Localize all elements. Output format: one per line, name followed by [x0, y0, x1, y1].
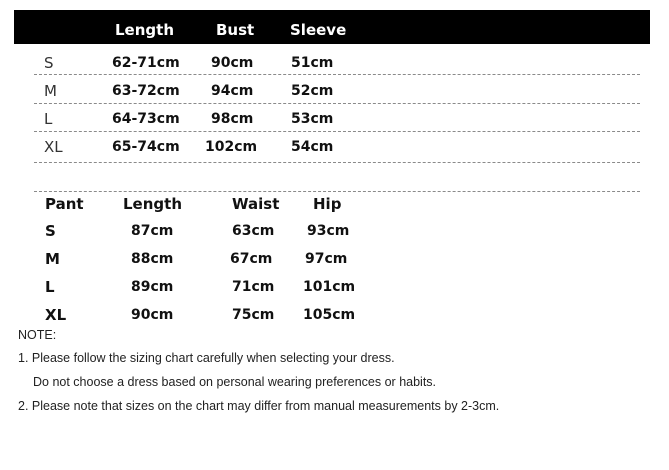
- sleeve-value: 51cm: [291, 55, 334, 71]
- waist-value: 75cm: [232, 307, 275, 323]
- sleeve-value: 54cm: [291, 139, 334, 155]
- length-value: 90cm: [131, 307, 174, 323]
- top-table-header: [14, 10, 650, 44]
- header-waist: Waist: [232, 195, 280, 213]
- note-1: 1. Please follow the sizing chart carefully when selecting your dress.: [18, 351, 395, 365]
- notes-title: NOTE:: [18, 328, 57, 342]
- hip-value: 93cm: [307, 223, 350, 239]
- size-label: XL: [44, 138, 63, 156]
- row-divider: [34, 103, 640, 104]
- note-2: 2. Please note that sizes on the chart may differ from manual measurements by 2-3cm.: [18, 399, 500, 413]
- bust-value: 90cm: [211, 55, 254, 71]
- header-sleeve: Sleeve: [290, 21, 347, 39]
- size-label: S: [44, 54, 54, 72]
- row-divider: [34, 162, 640, 163]
- length-value: 89cm: [131, 279, 174, 295]
- bust-value: 102cm: [205, 139, 258, 155]
- hip-value: 97cm: [305, 251, 348, 267]
- bust-value: 94cm: [211, 83, 254, 99]
- size-label: L: [45, 278, 55, 296]
- sleeve-value: 52cm: [291, 83, 334, 99]
- header-pant: Pant: [45, 195, 84, 213]
- bust-value: 98cm: [211, 111, 254, 127]
- length-value: 87cm: [131, 223, 174, 239]
- length-value: 88cm: [131, 251, 174, 267]
- row-divider: [34, 191, 640, 192]
- header-length: Length: [115, 21, 174, 39]
- length-value: 64-73cm: [112, 111, 180, 127]
- row-divider: [34, 131, 640, 132]
- hip-value: 101cm: [303, 279, 356, 295]
- hip-value: 105cm: [303, 307, 356, 323]
- header-length: Length: [123, 195, 182, 213]
- waist-value: 67cm: [230, 251, 273, 267]
- size-label: L: [44, 110, 53, 128]
- waist-value: 63cm: [232, 223, 275, 239]
- length-value: 62-71cm: [112, 55, 180, 71]
- waist-value: 71cm: [232, 279, 275, 295]
- size-label: M: [44, 82, 57, 100]
- header-hip: Hip: [313, 195, 342, 213]
- length-value: 65-74cm: [112, 139, 180, 155]
- sleeve-value: 53cm: [291, 111, 334, 127]
- row-divider: [34, 74, 640, 75]
- header-bust: Bust: [216, 21, 255, 39]
- length-value: 63-72cm: [112, 83, 180, 99]
- note-1-continued: Do not choose a dress based on personal wearing preferences or habits.: [33, 375, 437, 389]
- size-label: XL: [45, 306, 67, 324]
- size-label: M: [45, 250, 60, 268]
- size-label: S: [45, 222, 56, 240]
